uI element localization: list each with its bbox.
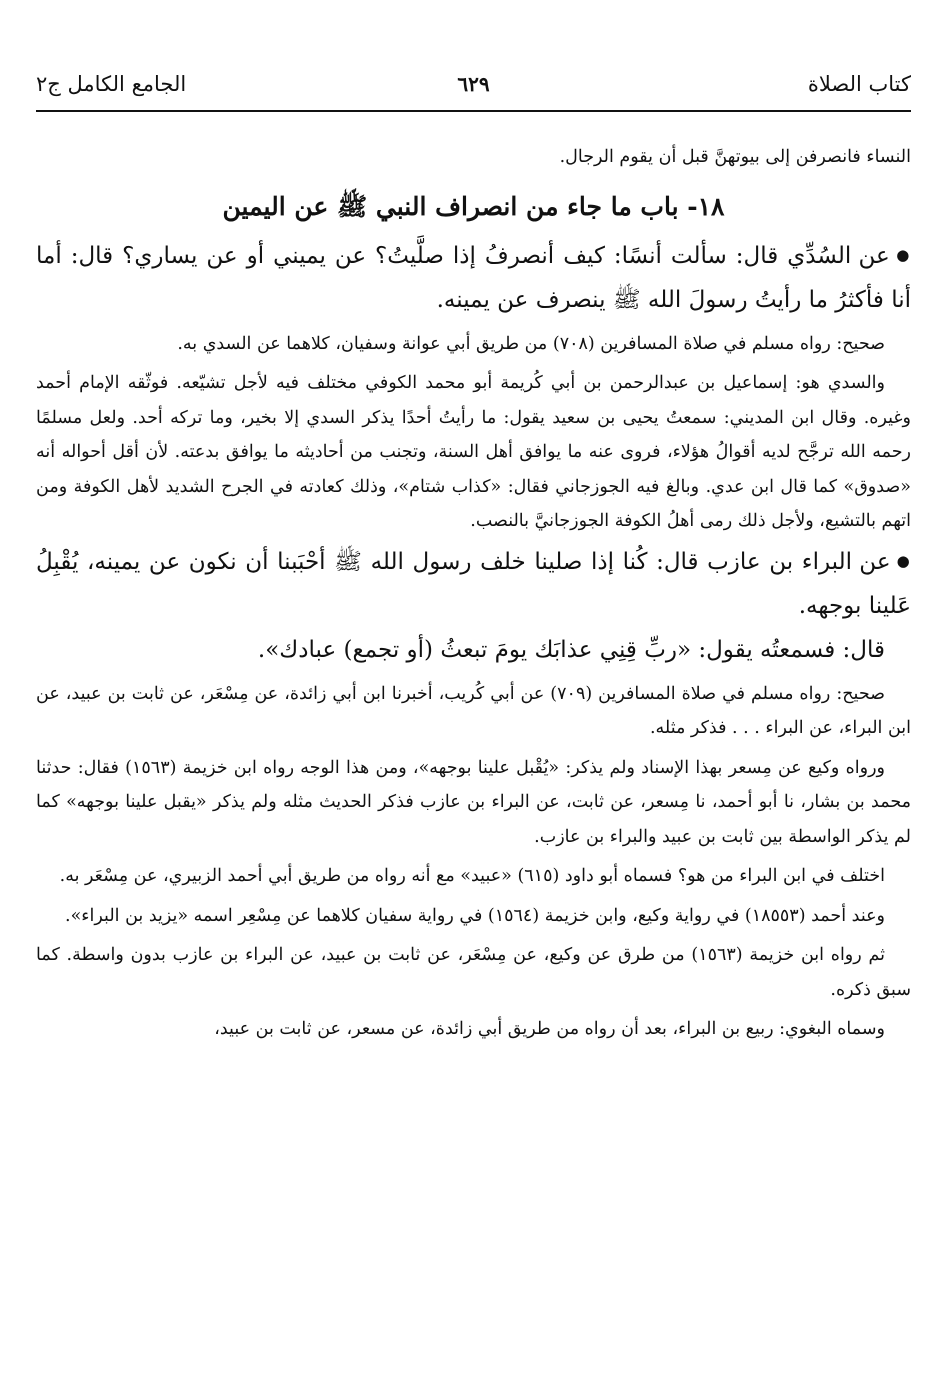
note-ibn-bara: اختلف في ابن البراء من هو؟ فسماه أبو داود (٦١٥) «عبيد» مع أنه رواه من طريق أبي أحمد الزبيري، عن مِسْعَر به.	[59, 866, 885, 886]
running-header	[36, 72, 911, 106]
hadith-2: ● عن البراء بن عازب قال: كُنا إذا صلينا خلف رسول الله ﷺ أحْبَبنا أن نكون عن يمينه، يُقْبِلُ عَلينا بوجهه.	[36, 539, 911, 628]
note-ibn-khuzayma: ثم رواه ابن خزيمة (١٥٦٣) من طرق عن وكيع، عن مِسْعَر، عن ثابت بن عبيد، عن البراء بن عازب بدون واسطة. كما سبق ذكره.	[36, 945, 911, 1000]
hadith-1-grading: صحيح: رواه مسلم في صلاة المسافرين (٧٠٨) من طريق أبي عوانة وسفيان، كلاهما عن السدي به.	[177, 333, 885, 354]
page-body	[36, 140, 911, 1047]
intro-line: النساء فانصرفن إلى بيوتهنَّ قبل أن يقوم الرجال.	[559, 147, 911, 167]
note-waki: ورواه وكيع عن مِسعر بهذا الإسناد ولم يذكر: «يُقْبل علينا بوجهه»، ومن هذا الوجه رواه ابن خزيمة (١٥٦٣) فقال: حدثنا محمد بن بشار، نا أبو أحمد، نا مِسعر، عن ثابت، عن البراء بن عازب فذكر الحديث مثله ولم يذكر «يقبل علينا بوجهه» كما لم يذكر الواسطة بين ثابت بن عبيد والبراء بن عازب.	[36, 757, 911, 847]
hadith-2-grading: صحيح: رواه مسلم في صلاة المسافرين (٧٠٩) عن أبي كُريب، أخبرنا ابن أبي زائدة، عن مِسْعَر، عن ثابت بن عبيد، عن ابن البراء، عن البراء . . . فذكر مثله.	[36, 683, 911, 738]
note-baghawi: وسماه البغوي: ربيع بن البراء، بعد أن رواه من طريق أبي زائدة، عن مسعر، عن ثابت بن عبيد،	[214, 1019, 885, 1039]
note-ahmad: وعند أحمد (١٨٥٥٣) في رواية وكيع، وابن خزيمة (١٥٦٤) في رواية سفيان كلاهما عن مِسْعِر اسمه «يزيد بن البراء».	[65, 905, 885, 926]
chapter-title: ١٨- باب ما جاء من انصراف النبي ﷺ عن اليمين	[222, 191, 725, 221]
header-divider	[36, 110, 911, 112]
book-page	[36, 0, 911, 1385]
hadith-2-continuation: قال: فسمعتُه يقول: «ربِّ قِنِي عذابَك يومَ تبعثُ (أو تجمع) عبادك».	[257, 636, 885, 663]
header-book-title: الجامع الكامل ج٢	[36, 72, 187, 96]
hadith-1-note: والسدي هو: إسماعيل بن عبدالرحمن بن أبي كُريمة أبو محمد الكوفي مختلف فيه لأجل تشيّعه. فوثّقه الإمام أحمد وغيره. وقال ابن المديني: سمعتُ يحيى بن سعيد يقول: ما رأيتُ أحدًا يذكر السدي إلا بخير، وما تركه أحد. ولعل مسلمًا رحمه الله ترجَّح لديه أقوالُ هؤلاء، فروى عنه ما يوافق أهل السنة، وتجنب من أحاديثه ما يوافق بدعته. لأن أقل أحواله أنه «صدوق» كما قال ابن عدي. وبالغ فيه الجوزجاني فقال: «كذاب شتام»، وذلك كعادته في الجرح الشديد لأهل الكوفة ومن اتهم بالتشيع، ولأجل ذلك رمى أهلُ الكوفة الجوزجانيَّ بالنصب.	[36, 373, 911, 531]
header-page-number: ٦٢٩	[457, 72, 490, 96]
header-book-section: كتاب الصلاة	[807, 72, 911, 96]
hadith-1: ● عن السُدِّي قال: سألت أنسًا: كيف أنصرفُ إذا صلَّيتُ؟ عن يميني أو عن يساري؟ قال: أما أنا فأكثرُ ما رأيتُ رسولَ الله ﷺ ينصرف عن يمينه.	[36, 233, 911, 322]
